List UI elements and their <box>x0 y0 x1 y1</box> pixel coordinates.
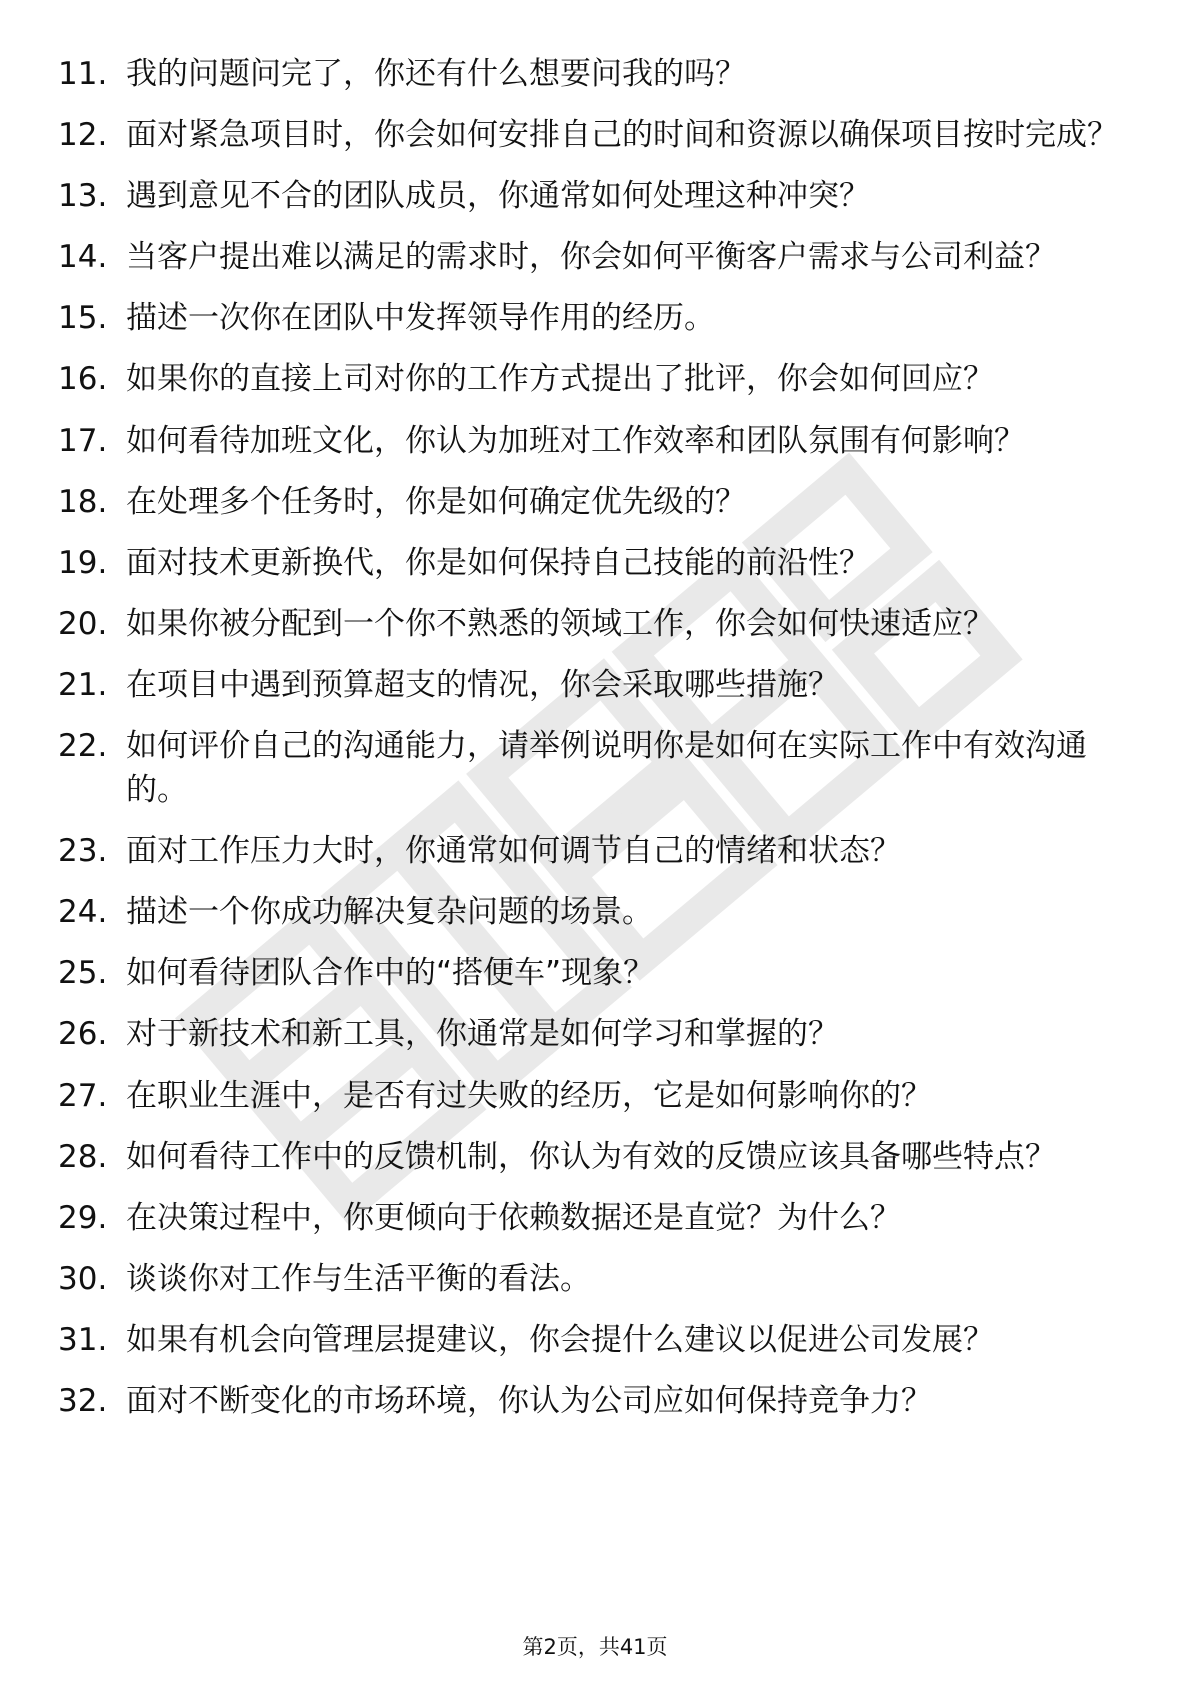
question-number: 30. <box>58 1260 108 1297</box>
question-text: 如果你被分配到一个你不熟悉的领域工作，你会如何快速适应？ <box>126 605 994 642</box>
question-item <box>58 602 1118 646</box>
question-text: 描述一次你在团队中发挥领导作用的经历。 <box>126 300 715 337</box>
question-text: 在处理多个任务时，你是如何确定优先级的？ <box>126 483 746 520</box>
question-text: 面对工作压力大时，你通常如何调节自己的情绪和状态？ <box>126 833 901 870</box>
question-number: 17. <box>58 422 108 459</box>
question-item <box>58 1012 1118 1056</box>
question-number: 26. <box>58 1016 108 1053</box>
question-number: 27. <box>58 1077 108 1114</box>
question-text: 如何看待加班文化，你认为加班对工作效率和团队氛围有何影响？ <box>126 422 1025 459</box>
question-number: 11. <box>58 56 108 92</box>
question-text: 如何评价自己的沟通能力，请举例说明你是如何在实际工作中有效沟通的。 <box>126 728 1087 809</box>
question-number: 32. <box>58 1382 108 1419</box>
question-number: 24. <box>58 894 108 931</box>
question-item <box>58 296 1118 340</box>
question-text: 遇到意见不合的团队成员，你通常如何处理这种冲突？ <box>126 178 870 215</box>
question-item <box>58 663 1118 707</box>
question-text: 如何看待工作中的反馈机制，你认为有效的反馈应该具备哪些特点？ <box>126 1138 1056 1175</box>
question-item <box>58 174 1118 218</box>
question-text: 对于新技术和新工具，你通常是如何学习和掌握的？ <box>126 1016 839 1053</box>
question-item <box>58 724 1118 812</box>
question-number: 16. <box>58 361 108 398</box>
question-number: 21. <box>58 666 108 703</box>
question-item <box>58 113 1118 157</box>
question-number: 13. <box>58 178 108 215</box>
question-text: 当客户提出难以满足的需求时，你会如何平衡客户需求与公司利益？ <box>126 239 1056 276</box>
question-item <box>58 541 1118 585</box>
question-number: 25. <box>58 955 108 992</box>
question-text: 面对紧急项目时，你会如何安排自己的时间和资源以确保项目按时完成？ <box>126 117 1118 154</box>
question-number: 22. <box>58 728 108 765</box>
question-text: 面对不断变化的市场环境，你认为公司应如何保持竞争力？ <box>126 1382 932 1419</box>
question-item <box>58 951 1118 995</box>
question-item <box>58 52 1118 96</box>
question-number: 18. <box>58 483 108 520</box>
question-number: 23. <box>58 833 108 870</box>
question-text: 在职业生涯中，是否有过失败的经历，它是如何影响你的？ <box>126 1077 932 1114</box>
question-item <box>58 1318 1118 1362</box>
question-item <box>58 235 1118 279</box>
question-number: 29. <box>58 1199 108 1236</box>
question-item <box>58 357 1118 401</box>
question-text: 在决策过程中，你更倾向于依赖数据还是直觉？为什么？ <box>126 1199 901 1236</box>
question-text: 描述一个你成功解决复杂问题的场景。 <box>126 894 653 931</box>
question-number: 14. <box>58 239 108 276</box>
question-number: 12. <box>58 117 108 154</box>
question-number: 28. <box>58 1138 108 1175</box>
question-item <box>58 480 1118 524</box>
question-text: 我的问题问完了，你还有什么想要问我的吗？ <box>126 56 746 92</box>
question-list <box>58 52 1118 1440</box>
question-number: 20. <box>58 605 108 642</box>
question-text: 如何看待团队合作中的“搭便车”现象？ <box>126 955 655 992</box>
question-item <box>58 1196 1118 1240</box>
question-text: 如果有机会向管理层提建议，你会提什么建议以促进公司发展？ <box>126 1321 994 1358</box>
question-text: 谈谈你对工作与生活平衡的看法。 <box>126 1260 591 1297</box>
question-item <box>58 1379 1118 1423</box>
question-item <box>58 829 1118 873</box>
page-number: 第2页，共41页 <box>522 1635 668 1659</box>
question-text: 面对技术更新换代，你是如何保持自己技能的前沿性？ <box>126 544 870 581</box>
question-item <box>58 1074 1118 1118</box>
question-number: 19. <box>58 544 108 581</box>
question-item <box>58 890 1118 934</box>
question-item <box>58 1257 1118 1301</box>
question-item <box>58 419 1118 463</box>
question-text: 如果你的直接上司对你的工作方式提出了批评，你会如何回应？ <box>126 361 994 398</box>
question-item <box>58 1135 1118 1179</box>
question-number: 15. <box>58 300 108 337</box>
question-number: 31. <box>58 1321 108 1358</box>
question-text: 在项目中遇到预算超支的情况，你会采取哪些措施？ <box>126 666 839 703</box>
